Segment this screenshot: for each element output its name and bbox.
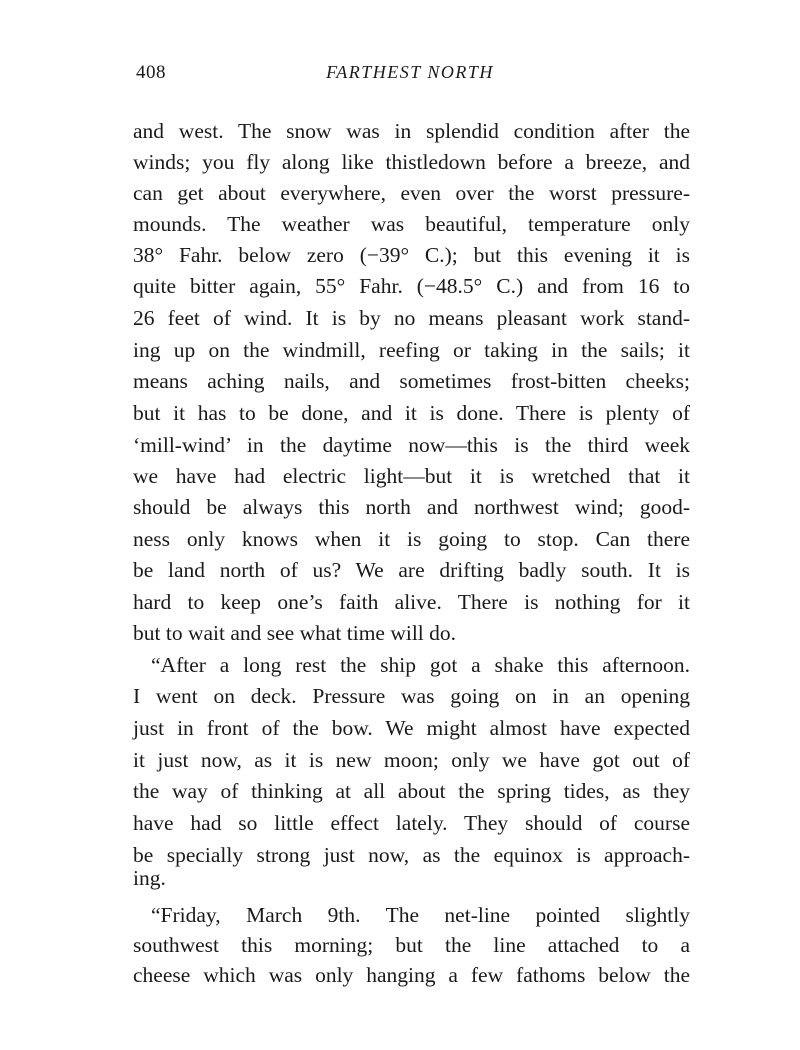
text-line: ing up on the windmill, reefing or taking in the sails; it [133, 338, 690, 362]
text-line: have had so little effect lately. They should of course [133, 811, 690, 835]
text-line: can get about everywhere, even over the worst pressure- [133, 181, 690, 205]
text-line: “Friday, March 9th. The net-line pointed slightly [151, 903, 690, 927]
text-line: be land north of us? We are drifting badly south. It is [133, 558, 690, 582]
text-line: be specially strong just now, as the equinox is approach- [133, 843, 690, 867]
text-line: “After a long rest the ship got a shake this afternoon. [151, 653, 690, 677]
text-line: southwest this morning; but the line attached to a [133, 933, 690, 957]
text-line: quite bitter again, 55° Fahr. (−48.5° C.) and from 16 to [133, 274, 690, 298]
text-line: means aching nails, and sometimes frost-bitten cheeks; [133, 369, 690, 393]
text-line: but to wait and see what time will do. [133, 621, 457, 645]
text-line: and west. The snow was in splendid condition after the [133, 119, 690, 143]
text-line: 26 feet of wind. It is by no means pleasant work stand- [133, 306, 690, 330]
text-line: I went on deck. Pressure was going on in an opening [133, 684, 690, 708]
text-line: winds; you fly along like thistledown before a breeze, and [133, 150, 690, 174]
text-line: ness only knows when it is going to stop. Can there [133, 527, 690, 551]
page-number: 408 [136, 62, 166, 83]
text-line: we have had electric light—but it is wretched that it [133, 464, 690, 488]
text-line: should be always this north and northwest wind; good- [133, 495, 690, 519]
text-line: hard to keep one’s faith alive. There is nothing for it [133, 590, 690, 614]
text-line: but it has to be done, and it is done. There is plenty of [133, 401, 690, 425]
text-line: ing. [133, 866, 166, 890]
text-line: the way of thinking at all about the spring tides, as they [133, 779, 690, 803]
running-title: FARTHEST NORTH [326, 62, 494, 82]
text-line: ‘mill-wind’ in the daytime now—this is the third week [133, 433, 690, 457]
text-line: 38° Fahr. below zero (−39° C.); but this evening it is [133, 243, 690, 267]
text-line: cheese which was only hanging a few fathoms below the [133, 963, 690, 987]
text-line: it just now, as it is new moon; only we have got out of [133, 748, 690, 772]
text-line: just in front of the bow. We might almost have expected [133, 716, 690, 740]
text-line: mounds. The weather was beautiful, temperature only [133, 212, 690, 236]
